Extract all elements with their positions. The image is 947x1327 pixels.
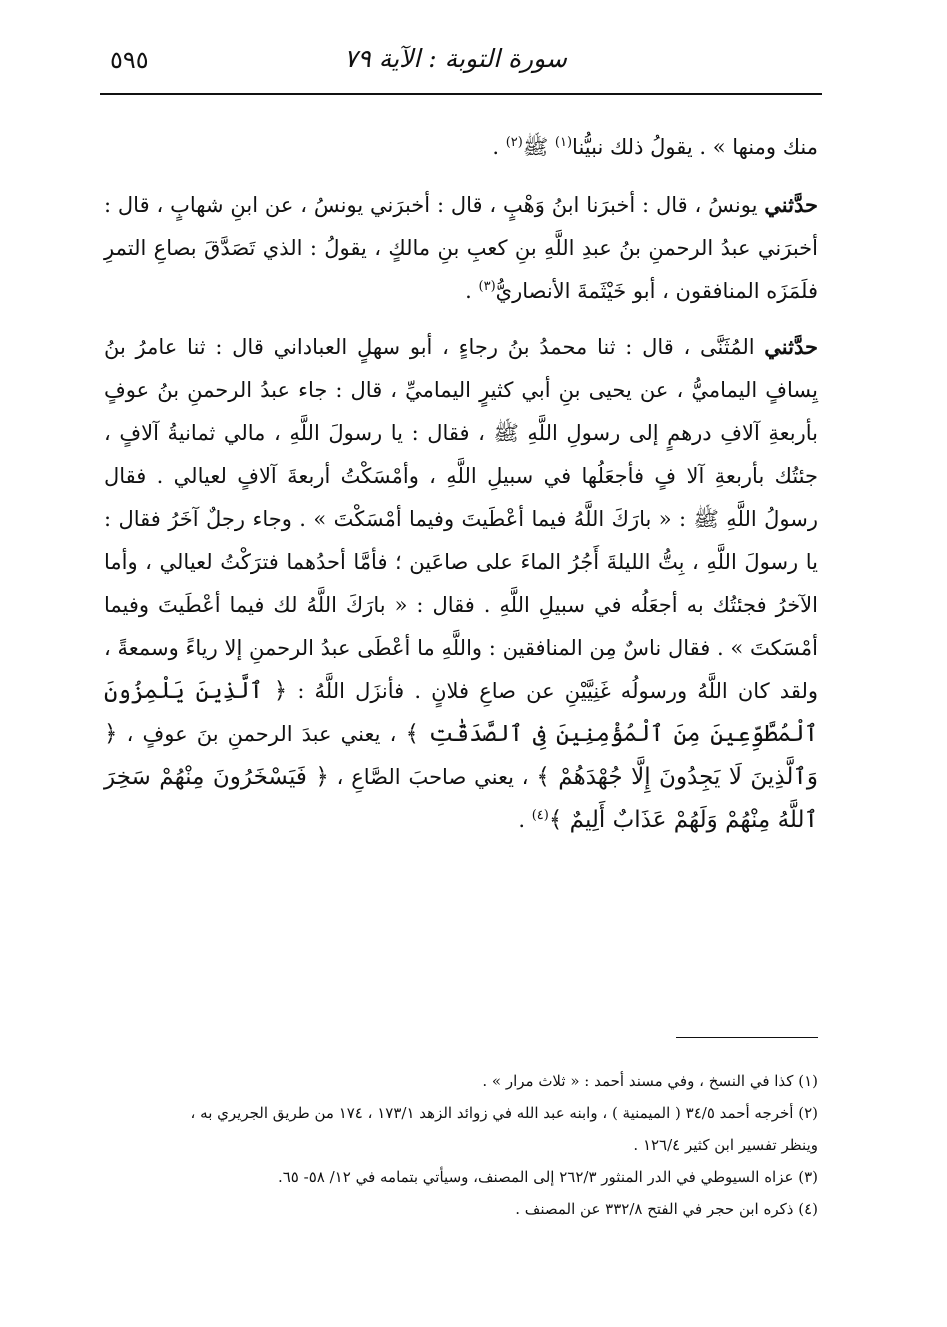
footnote-4: (٤) ذكره ابن حجر في الفتح ٣٣٢/٨ عن المصنف . [515, 1200, 818, 1218]
footnote-2: (٢) أخرجه أحمد ٣٤/٥ ( الميمنية ) ، وابنه عبد الله في زوائد الزهد ١٧٣/١ ، ١٧٤ من طريق الجريري به ، [190, 1104, 818, 1122]
paragraph-2-text-b: . [465, 279, 479, 303]
header-divider [100, 93, 822, 95]
footnote-1: (١) كذا في النسخ ، وفي مسند أحمد : « ثلاث مرار » . [482, 1072, 818, 1090]
salawat-glyph-1: ﷺ [493, 421, 519, 445]
paragraph-3-text-e: ، يعني صاحبَ الصَّاعِ ، [328, 765, 537, 789]
paragraph-2 [104, 183, 818, 313]
salawat-glyph-2: ﷺ [693, 507, 719, 531]
paragraph-3-text-d: ، يعني عبدَ الرحمنِ بنَ عوفٍ ، [117, 722, 406, 746]
footnote-ref-4[interactable]: (٤) [531, 808, 549, 823]
footnote-divider [676, 1037, 818, 1038]
paragraph-1-text-a: منك ومنها » . يقولُ ذلك نبيُّنا [572, 135, 818, 159]
footnote-ref-1[interactable]: (١) [554, 135, 573, 150]
paragraph-2-text-a: يونسُ ، قال : أخبرَنا ابنُ وَهْبٍ ، قال : أخبرَني يونسُ ، عن ابنِ شهابٍ ، قال : أخبرَني عبدُ الرحمنِ بنُ عبدِ اللَّهِ بنِ كعبِ بنِ مالكٍ ، يقولُ : الذي تَصَدَّقَ بصاعِ التمرِ فلَمَزَه المنافقون ، أبو خَيْثَمةَ الأنصاريُّ [104, 193, 818, 303]
main-text [104, 126, 818, 854]
paragraph-3-lead-word: حدَّثني [764, 334, 818, 359]
paragraph-3-text-f: . [518, 808, 532, 832]
paragraph-3-text-c: : « بارَكَ اللَّهُ فيما أعْطَيتَ وفيما أمْسَكْتَ » . وجاء رجلٌ آخَرُ فقال : يا رسولَ اللَّهِ ، بِتُّ الليلةَ أَجُرُ الماءَ على صاعَين ؛ فأمَّا أحدُهما فترَكْتُ لعيالي ، وأما الآخرُ فجئتُك به أجعَلُه في سبيلِ اللَّهِ . فقال : « بارَكَ اللَّهُ لك فيما أعْطَيتَ وفيما أمْسَكتَ » . فقال ناسٌ مِن المنافقين : واللَّهِ ما أعْطَى عبدُ الرحمنِ إلا رياءً وسمعةً ، ولقد كان اللَّهُ ورسولُه غَنِيَّيْنِ عن صاعِ فلانٍ . فأنزَل اللَّهُ : [104, 507, 818, 703]
paragraph-3-text-a: المُثَنَّى ، قال : ثنا محمدُ بنُ رجاءٍ ، أبو سهلٍ العباداني قال : ثنا عامرُ بنُ يِسافٍ اليماميُّ ، عن يحيى بنِ أبي كثيرٍ اليماميِّ ، قال : جاء عبدُ الرحمنِ بنُ عوفٍ بأربعةِ آلافِ درهمٍ إلى رسولِ اللَّهِ [104, 335, 818, 445]
salawat-glyph: ﷺ [522, 135, 549, 159]
footnote-2-continued: وينظر تفسير ابن كثير ١٢٦/٤ . [633, 1136, 818, 1154]
footnote-3: (٣) عزاه السيوطي في الدر المنثور ٢٦٢/٣ إلى المصنف، وسيأتي بتمامه في ١٢/ ٥٨- ٦٥. [277, 1168, 818, 1186]
paragraph-1 [104, 126, 818, 169]
running-title: سورة التوبة : الآية ٧٩ [343, 44, 567, 73]
page-header [100, 44, 822, 84]
quran-verse-1: ﴿ ٱلَّذِينَ يَلْمِزُونَ ٱلْمُطَّوِّعِينَ مِنَ ٱلْمُؤْمِنِينَ فِى ٱلصَّدَقَٰتِ ﴾ [104, 678, 818, 747]
paragraph-1-text-b: . [492, 135, 506, 159]
footnote-ref-3[interactable]: (٣) [478, 279, 496, 294]
paragraph-3-text-b: ، فقال : يا رسولَ اللَّهِ ، مالي ثمانيةُ آلافٍ ، جئتُك بأربعةِ آلا فٍ فأجعَلُها في سبيلِ اللَّهِ ، وأمْسَكْتُ أربعةَ آلافٍ لعيالي . فقال رسولُ اللَّهِ [104, 421, 818, 531]
quran-verse-3: ﴿ فَيَسْخَرُونَ مِنْهُمْ سَخِرَ ٱللَّهُ مِنْهُمْ وَلَهُمْ عَذَابٌ أَلِيمٌ ﴾ [104, 764, 818, 833]
page-number: ٥٩٥ [110, 46, 149, 74]
footnote-ref-2[interactable]: (٢) [505, 135, 523, 150]
footnotes [104, 1066, 818, 1226]
quran-verse-2: ﴿ وَٱلَّذِينَ لَا يَجِدُونَ إِلَّا جُهْدَهُمْ ﴾ [104, 721, 818, 790]
paragraph-3 [104, 325, 818, 842]
paragraph-2-lead-word: حدَّثني [764, 192, 818, 217]
